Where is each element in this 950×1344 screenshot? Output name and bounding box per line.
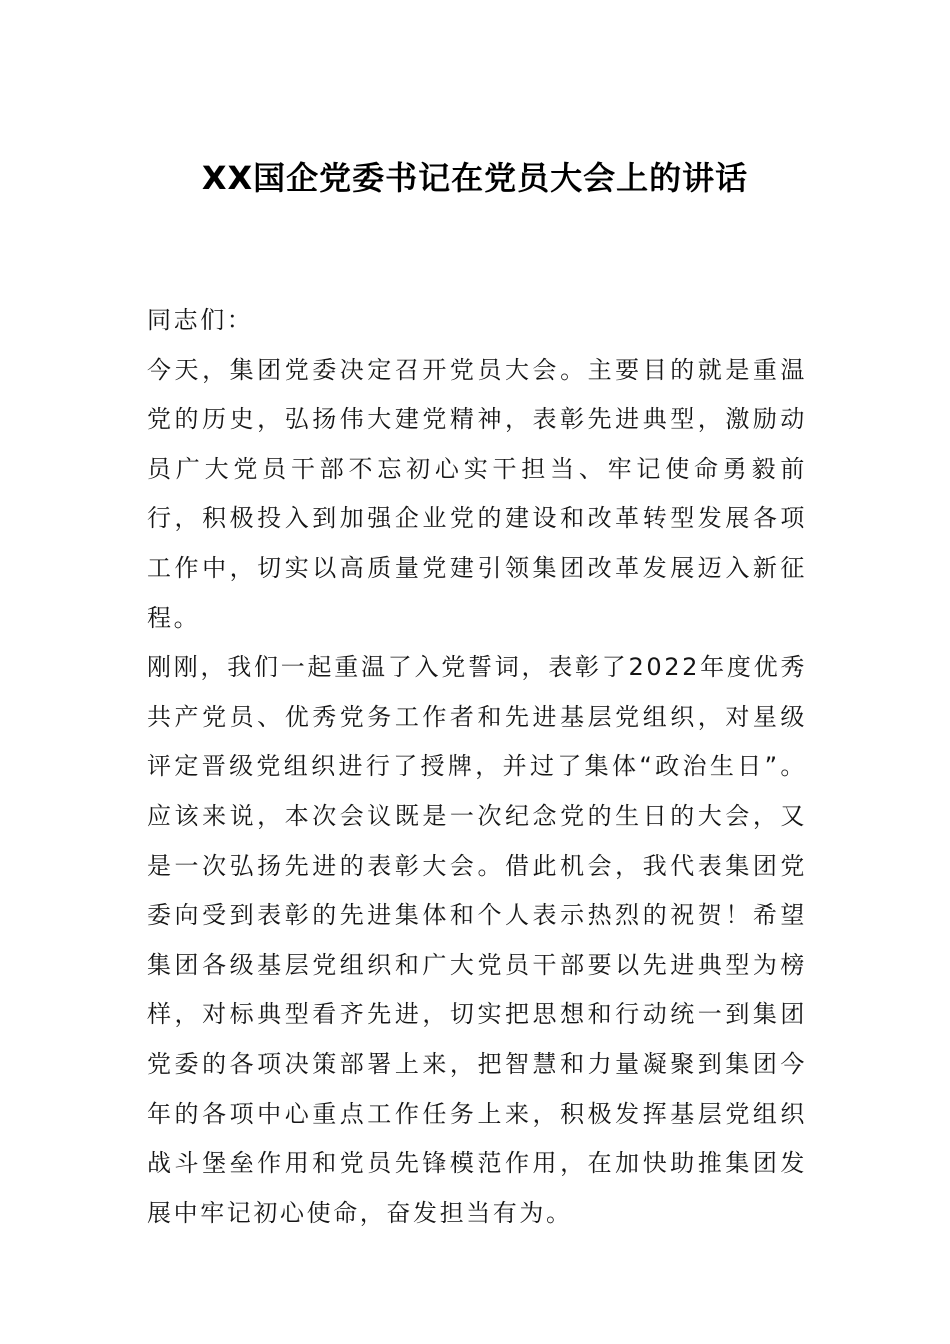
paragraph-2: 刚刚，我们一起重温了入党誓词，表彰了2022年度优秀共产党员、优秀党务工作者和先进基层党组织，对星级评定晋级党组织进行了授牌，并过了集体“政治生日”。应该来说，本次会议既是一次纪念党的生日的大会，又是一次弘扬先进的表彰大会。借此机会，我代表集团党委向受到表彰的先进集体和个人表示热烈的祝贺！希望集团各级基层党组织和广大党员干部要以先进典型为榜样，对标典型看齐先进，切实把思想和行动统一到集团党委的各项决策部署上来，把智慧和力量凝聚到集团今年的各项中心重点工作任务上来，积极发挥基层党组织战斗堡垒作用和党员先锋模范作用，在加快助推集团发展中牢记初心使命，奋发担当有为。 [147, 653, 807, 1227]
paragraph-1: 今天，集团党委决定召开党员大会。主要目的就是重温党的历史，弘扬伟大建党精神，表彰先进典型，激励动员广大党员干部不忘初心实干担当、牢记使命勇毅前行，积极投入到加强企业党的建设和改革转型发展各项工作中，切实以高质量党建引领集团改革发展迈入新征程。 [147, 355, 807, 632]
salutation: 同志们： [147, 306, 254, 334]
document-body [147, 296, 807, 1238]
document-title: XX国企党委书记在党员大会上的讲话 [201, 159, 749, 197]
